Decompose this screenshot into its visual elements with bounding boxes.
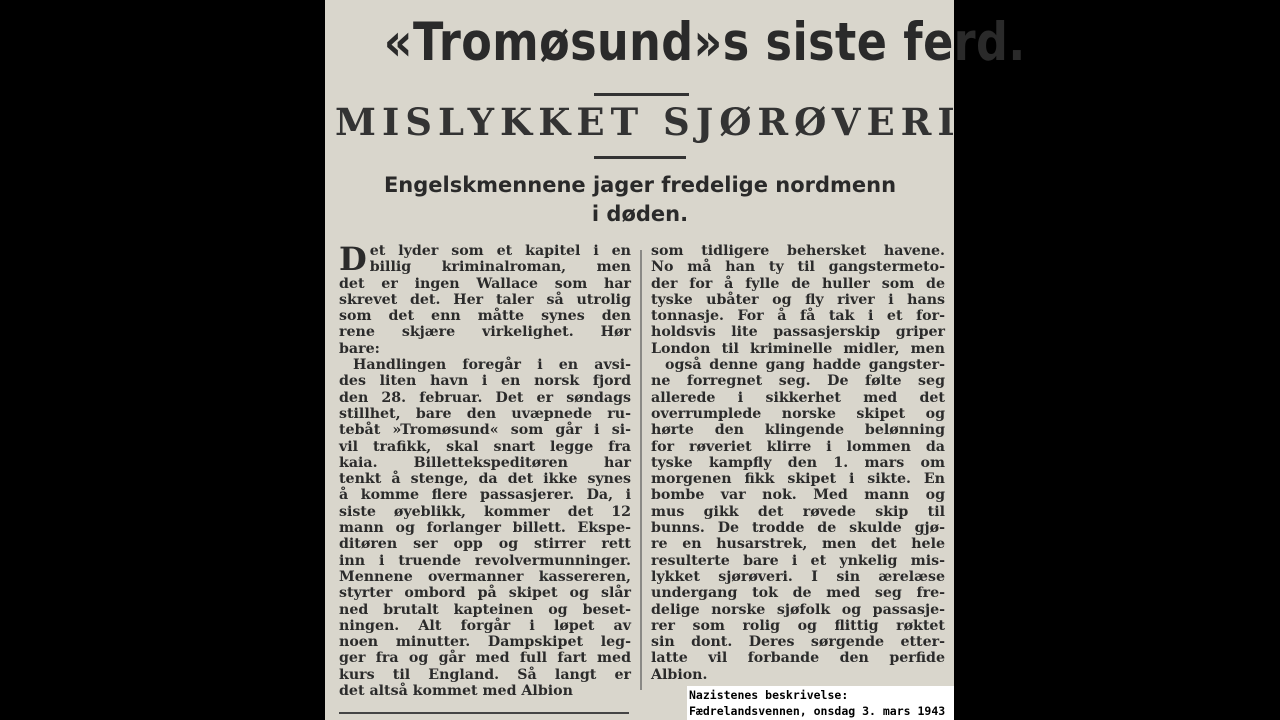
subheadline: MISLYKKET SJØRØVERI xyxy=(335,100,961,144)
text-line: resulterte bare i et ynkelig mis- xyxy=(651,552,945,569)
column-divider xyxy=(640,250,642,690)
text-line: allerede i sikkerhet med det xyxy=(651,389,945,406)
text-line: rene skjære virkelighet. Hør xyxy=(339,324,631,341)
text-line: des liten havn i en norsk fjord xyxy=(339,373,631,390)
text-line: rer som rolig og flittig røktet xyxy=(651,617,945,634)
text-line: et lyder som et kapitel i en xyxy=(369,243,631,259)
deck-line: i døden. xyxy=(591,202,689,226)
text-line: mus gikk det røvede skip til xyxy=(651,503,945,520)
text-line: bunns. De trodde de skulde gjø- xyxy=(651,520,945,537)
text-line: undergang tok de med seg fre- xyxy=(651,585,945,602)
text-line: tonnasje. For å få tak i et for- xyxy=(651,308,945,325)
text-line: sin dont. Deres sørgende etter- xyxy=(651,634,945,651)
text-line: stillhet, bare den uvæpnede ru- xyxy=(339,405,631,422)
text-line: ger fra og går med full fart med xyxy=(339,650,631,667)
text-line: holdsvis lite passasjerskip griper xyxy=(651,324,945,341)
text-line: som det enn måtte synes den xyxy=(339,308,631,325)
deck xyxy=(355,171,925,229)
text-line: også denne gang hadde gangster- xyxy=(665,357,945,374)
text-line: den 28. februar. Det er søndags xyxy=(339,389,631,406)
text-line: for røveriet klirre i lommen da xyxy=(651,438,945,455)
text-line: tyske kampfly den 1. mars om xyxy=(651,454,945,471)
newspaper-clipping xyxy=(325,0,1026,720)
text-line: noen minutter. Dampskipet leg- xyxy=(339,634,631,651)
text-line: re en husarstrek, men det hele xyxy=(651,536,945,553)
text-line: å komme flere passasjerer. Da, i xyxy=(339,487,631,504)
headline-rule xyxy=(594,93,689,96)
text-line: som tidligere behersket havene. xyxy=(651,243,945,259)
article-column-2 xyxy=(651,243,945,683)
text-line: bare: xyxy=(339,340,380,357)
drop-cap: D xyxy=(339,240,367,278)
article-column-1 xyxy=(339,240,631,700)
text-line: lykket sjørøveri. I sin ærelæse xyxy=(651,568,945,585)
text-line: ditøren ser opp og stirrer rett xyxy=(339,536,631,553)
caption-source: Fædrelandsvennen, onsdag 3. mars 1943 xyxy=(689,704,946,718)
text-line: inn i truende revolvermunninger. xyxy=(339,552,631,569)
text-line: skrevet det. Her taler så utrolig xyxy=(339,291,631,308)
headline: «Tromøsund»s siste ferd. xyxy=(383,12,1026,73)
text-line: det altså kommet med Albion xyxy=(339,683,573,700)
text-line: ned brutalt kapteinen og beset- xyxy=(339,601,631,618)
text-line: ningen. Alt forgår i løpet av xyxy=(339,617,631,634)
text-line: der for å fylle de huller som de xyxy=(651,275,945,292)
text-line: billig kriminalroman, men xyxy=(369,259,631,276)
text-line: latte vil forbande den perfide xyxy=(651,650,945,667)
text-line: kaia. Billettekspeditøren har xyxy=(339,454,631,471)
text-line: tebåt »Tromøsund« som går i si- xyxy=(339,422,631,439)
text-line: siste øyeblikk, kommer det 12 xyxy=(339,503,631,520)
text-line: Handlingen foregår i en avsi- xyxy=(353,357,631,374)
text-line: hørte den klingende belønning xyxy=(651,422,945,439)
text-line: Mennene overmanner kassereren, xyxy=(339,568,631,585)
text-line: mann og forlanger billett. Ekspe- xyxy=(339,520,631,537)
caption-box xyxy=(687,686,954,720)
deck-line: Engelskmennene jager fredelige nordmenn xyxy=(383,173,897,197)
text-line: kurs til England. Så langt er xyxy=(339,666,631,683)
subheadline-rule xyxy=(594,156,686,159)
text-line: tenkt å stenge, da det ikke synes xyxy=(339,471,631,488)
text-line: London til kriminelle midler, men xyxy=(651,340,945,357)
text-line: styrter ombord på skipet og slår xyxy=(339,585,631,602)
text-line: Albion. xyxy=(651,666,708,683)
text-line: tyske ubåter og fly river i hans xyxy=(651,291,945,308)
text-line: morgenen fikk skipet i sikte. En xyxy=(651,471,945,488)
text-line: vil trafikk, skal snart legge fra xyxy=(339,438,631,455)
text-line: No må han ty til gangstermeto- xyxy=(651,259,945,276)
text-line: ne forregnet seg. De følte seg xyxy=(651,373,945,390)
caption-line: Nazistenes beskrivelse: xyxy=(689,688,849,702)
text-line: det er ingen Wallace som har xyxy=(339,275,631,292)
bottom-rule xyxy=(339,712,629,714)
text-line: delige norske sjøfolk og passasje- xyxy=(651,601,945,618)
text-line: bombe var nok. Med mann og xyxy=(651,487,945,504)
text-line: overrumplede norske skipet og xyxy=(651,405,945,422)
